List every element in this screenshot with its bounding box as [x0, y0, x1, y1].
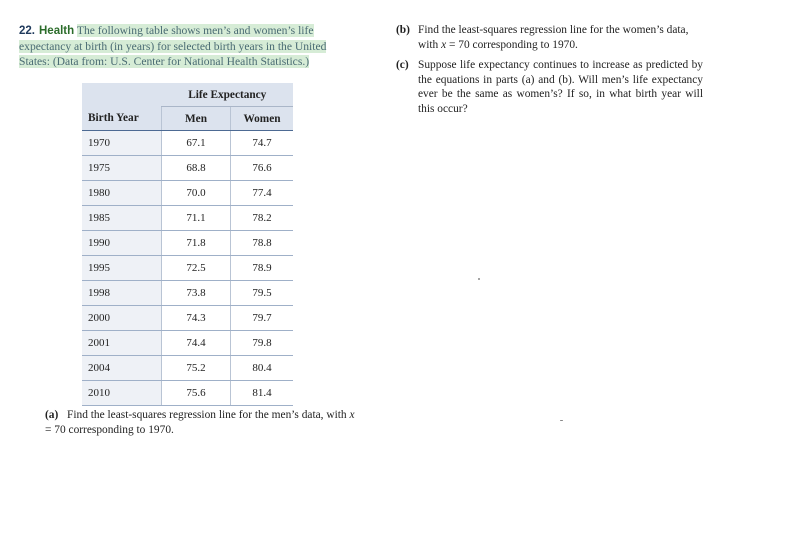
- life-expectancy-header: Life Expectancy: [162, 83, 294, 107]
- col-header-women: Women: [231, 107, 294, 131]
- part-c-text: Suppose life expectancy continues to increase as predicted by the equations in parts (a) and (b). Will men’s life expectancy ever be the same as women’s? If so, in what birth year will this occur?: [418, 59, 703, 115]
- cell-women: 76.6: [231, 156, 294, 181]
- cell-men: 68.8: [162, 156, 231, 181]
- cell-birth-year: 1998: [82, 281, 162, 306]
- table-row: [82, 281, 293, 306]
- problem-number: 22.: [19, 25, 35, 37]
- part-a-label: (a): [45, 409, 59, 421]
- part-a-var: x: [349, 409, 355, 421]
- cell-men: 75.2: [162, 356, 231, 381]
- part-a-text-2: = 70 corresponding to 1970.: [45, 424, 174, 436]
- table-row: [82, 306, 293, 331]
- cell-men: 67.1: [162, 131, 231, 156]
- col-header-birth-year: Birth Year: [82, 107, 162, 131]
- table-row: [82, 381, 293, 406]
- part-b-text-1: Find the least-squares regression line for the women’s data, with: [418, 24, 689, 51]
- cell-men: 73.8: [162, 281, 231, 306]
- part-b-var: x: [441, 39, 447, 51]
- part-a: [45, 408, 357, 438]
- cell-women: 78.8: [231, 231, 294, 256]
- cell-women: 78.2: [231, 206, 294, 231]
- cell-birth-year: 2004: [82, 356, 162, 381]
- cell-women: 79.5: [231, 281, 294, 306]
- table-row: [82, 181, 293, 206]
- cell-men: 74.4: [162, 331, 231, 356]
- scan-speck: [478, 278, 480, 280]
- table-row: [82, 356, 293, 381]
- cell-women: 77.4: [231, 181, 294, 206]
- problem-statement[interactable]: The following table shows men’s and women’s life expectancy at birth (in years) for selected birth years in the United States: (Data from: U.S. Center for National Health Statistics.): [19, 24, 327, 68]
- cell-birth-year: 1975: [82, 156, 162, 181]
- cell-men: 74.3: [162, 306, 231, 331]
- problem-22: [19, 23, 354, 69]
- cell-birth-year: 1990: [82, 231, 162, 256]
- col-header-men: Men: [162, 107, 231, 131]
- table-row: [82, 156, 293, 181]
- life-expectancy-table: [82, 83, 293, 406]
- cell-women: 74.7: [231, 131, 294, 156]
- cell-men: 71.8: [162, 231, 231, 256]
- table-column-header-row: [82, 107, 293, 131]
- part-b: [396, 23, 706, 53]
- problem-topic: Health: [39, 25, 75, 37]
- cell-men: 72.5: [162, 256, 231, 281]
- cell-men: 70.0: [162, 181, 231, 206]
- cell-birth-year: 2001: [82, 331, 162, 356]
- cell-men: 71.1: [162, 206, 231, 231]
- table-row: [82, 331, 293, 356]
- table-row: [82, 231, 293, 256]
- cell-birth-year: 2010: [82, 381, 162, 406]
- cell-birth-year: 1980: [82, 181, 162, 206]
- table-row: [82, 206, 293, 231]
- table-row: [82, 131, 293, 156]
- cell-birth-year: 1970: [82, 131, 162, 156]
- scan-speck: [560, 420, 563, 421]
- cell-birth-year: 1995: [82, 256, 162, 281]
- cell-women: 79.7: [231, 306, 294, 331]
- cell-women: 81.4: [231, 381, 294, 406]
- table-row: [82, 256, 293, 281]
- part-c-label: (c): [396, 59, 409, 71]
- table-group-header-row: [82, 83, 293, 107]
- part-a-text-1: Find the least-squares regression line for the men’s data, with: [67, 409, 350, 421]
- cell-birth-year: 1985: [82, 206, 162, 231]
- cell-birth-year: 2000: [82, 306, 162, 331]
- cell-women: 78.9: [231, 256, 294, 281]
- part-b-text-2: = 70 corresponding to 1970.: [446, 39, 578, 51]
- cell-men: 75.6: [162, 381, 231, 406]
- table-header-blank: [82, 83, 162, 107]
- part-c: [396, 58, 706, 116]
- cell-women: 79.8: [231, 331, 294, 356]
- cell-women: 80.4: [231, 356, 294, 381]
- part-b-label: (b): [396, 24, 410, 36]
